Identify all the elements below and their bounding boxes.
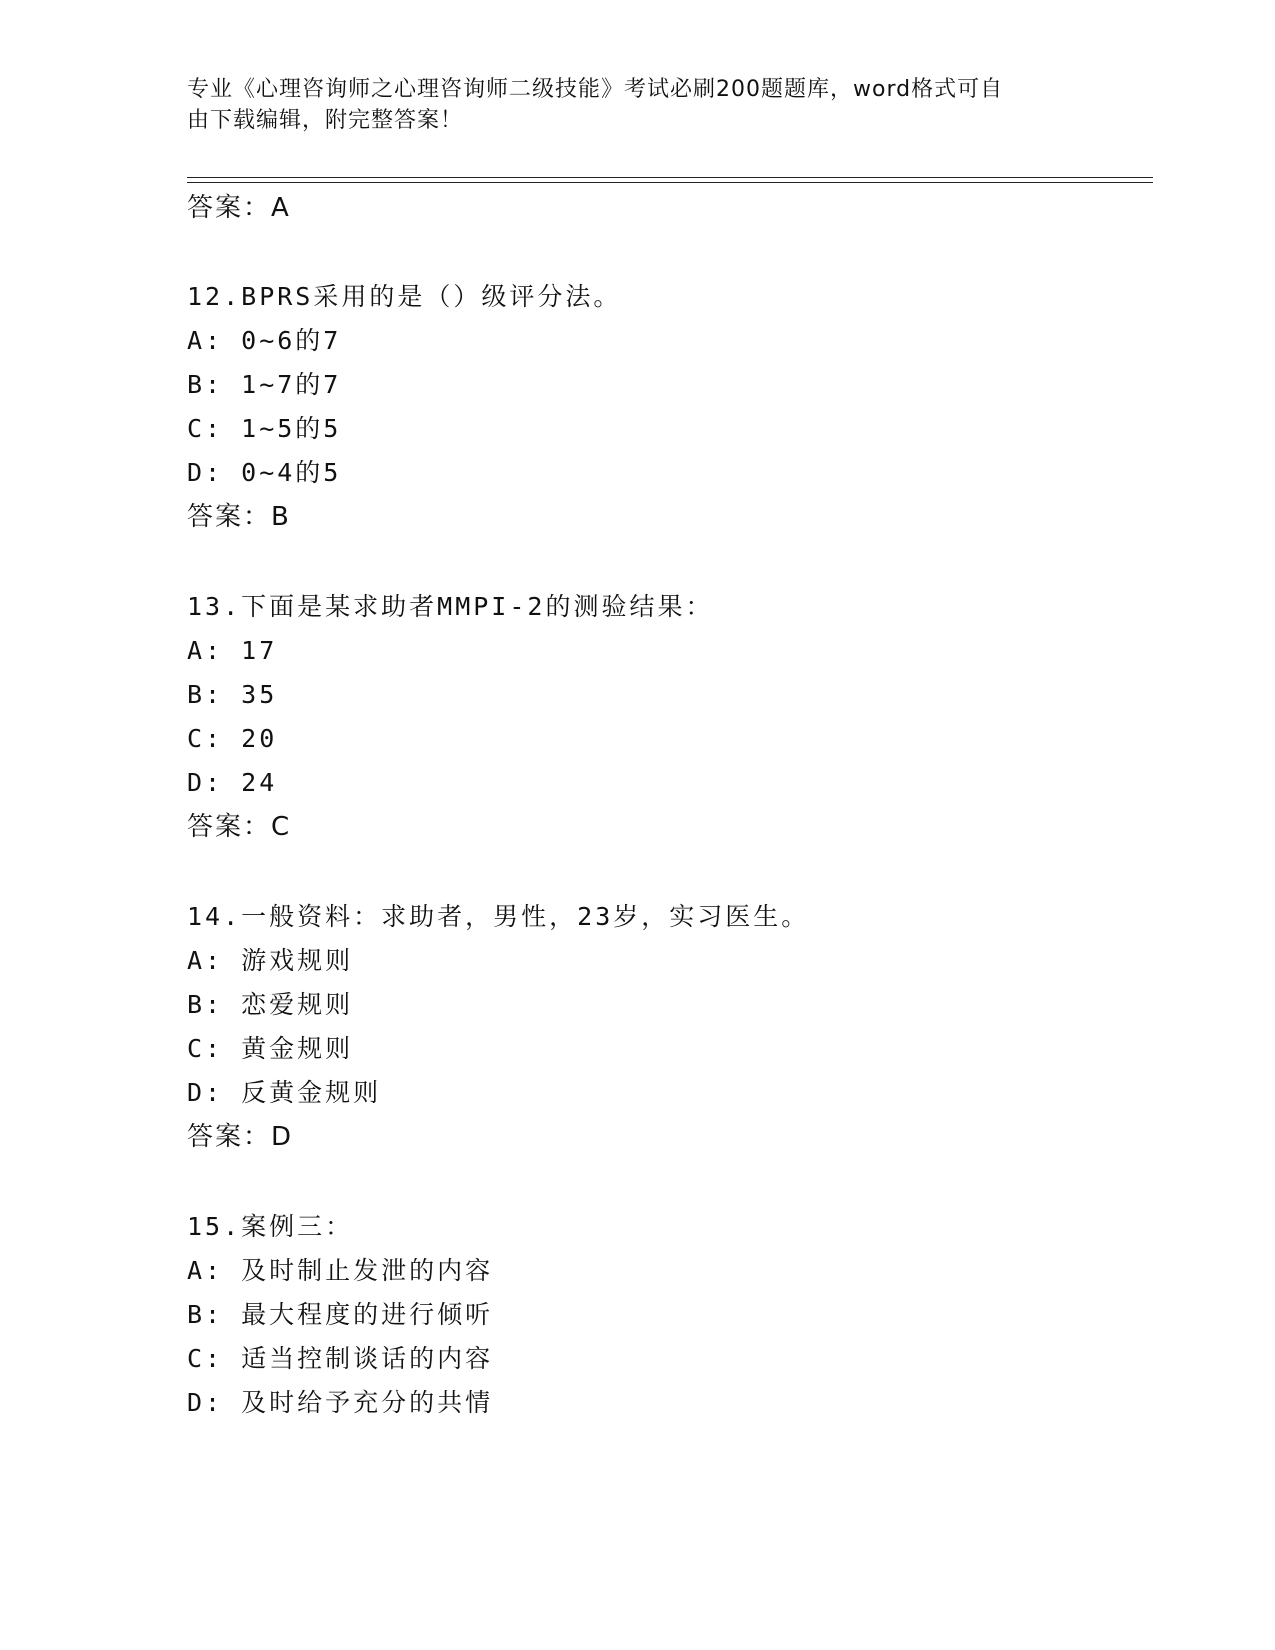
option-c: C: 黄金规则 xyxy=(187,1034,354,1063)
header-divider-top xyxy=(187,177,1153,178)
option-c: C: 适当控制谈话的内容 xyxy=(187,1344,494,1373)
answer-line xyxy=(187,193,291,223)
option-d: D: 0~4的5 xyxy=(187,458,342,487)
answer-label: 答案： xyxy=(187,502,272,532)
option-d: D: 及时给予充分的共情 xyxy=(187,1388,494,1417)
option-a: A: 游戏规则 xyxy=(187,946,354,975)
option-d: D: 24 xyxy=(187,768,278,797)
question-stem: 13.下面是某求助者MMPI-2的测验结果： xyxy=(187,592,714,621)
option-b: B: 1~7的7 xyxy=(187,370,342,399)
answer-value: C xyxy=(271,812,292,842)
option-c: C: 20 xyxy=(187,724,278,753)
option-a: A: 17 xyxy=(187,636,278,665)
answer-label: 答案： xyxy=(187,193,272,223)
option-a: A: 及时制止发泄的内容 xyxy=(187,1256,494,1285)
question-stem: 14.一般资料：求助者，男性，23岁，实习医生。 xyxy=(187,902,810,931)
answer-value: B xyxy=(271,502,291,532)
option-a: A: 0~6的7 xyxy=(187,326,342,355)
header-line-1: 专业《心理咨询师之心理咨询师二级技能》考试必刷200题题库，word格式可自 xyxy=(187,77,1004,102)
option-b: B: 35 xyxy=(187,680,278,709)
question-stem: 12.BPRS采用的是（）级评分法。 xyxy=(187,282,622,311)
option-b: B: 最大程度的进行倾听 xyxy=(187,1300,494,1329)
option-c: C: 1~5的5 xyxy=(187,414,342,443)
option-b: B: 恋爱规则 xyxy=(187,990,354,1019)
header-divider-bottom xyxy=(187,182,1153,183)
answer-value: A xyxy=(271,193,291,223)
question-stem: 15.案例三： xyxy=(187,1212,354,1241)
header-line-2: 由下载编辑，附完整答案！ xyxy=(187,108,464,133)
answer-label: 答案： xyxy=(187,812,272,842)
answer-line xyxy=(187,1122,293,1152)
answer-line xyxy=(187,812,291,842)
answer-line xyxy=(187,502,291,532)
answer-value: D xyxy=(271,1122,294,1152)
answer-label: 答案： xyxy=(187,1122,272,1152)
document-header xyxy=(187,74,1077,136)
option-d: D: 反黄金规则 xyxy=(187,1078,382,1107)
